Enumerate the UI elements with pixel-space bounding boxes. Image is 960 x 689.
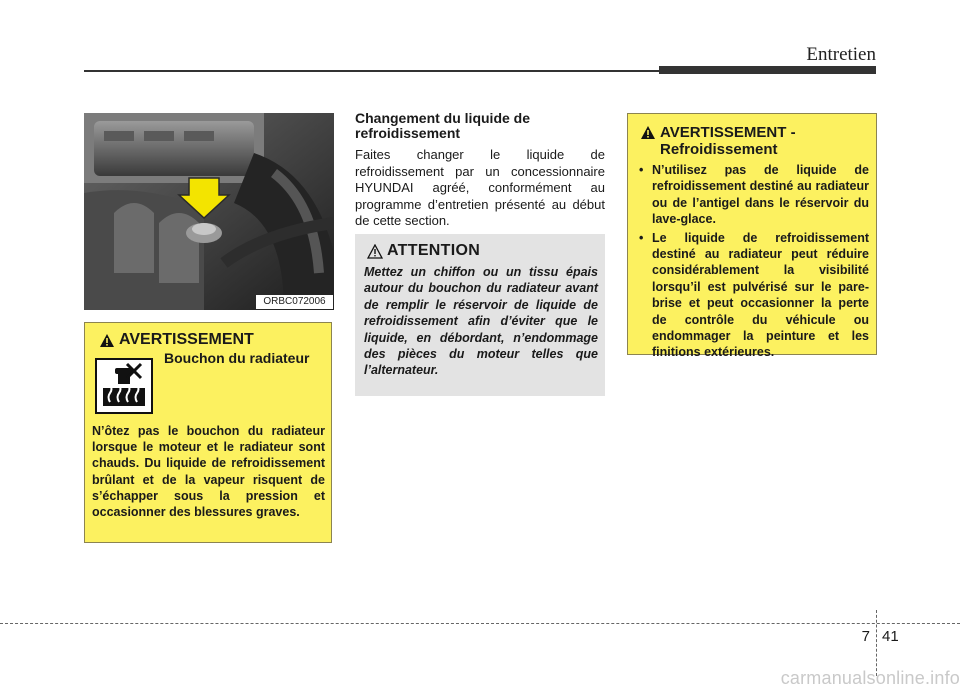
watermark: carmanualsonline.info bbox=[780, 668, 960, 688]
warning-title: AVERTISSEMENT bbox=[119, 331, 254, 348]
footer-divider bbox=[876, 610, 877, 676]
header-rule bbox=[84, 70, 659, 72]
warning-list bbox=[637, 162, 869, 363]
list-item: • N’utilisez pas de liquide de refroidissement destiné au radiateur ou de l’antigel dans le réservoir du lave-glace. bbox=[637, 162, 869, 228]
radiator-cap-hot-icon bbox=[95, 358, 153, 414]
warning-text: N’ôtez pas le bouchon du radiateur lorsque le moteur et le radiateur sont chauds. Du liquide de refroidissement brûlant et de la vapeur risquent de s’échapper sous la pression et occasionner des blessures graves. bbox=[92, 424, 325, 520]
warning-box-coolant bbox=[627, 113, 877, 360]
list-item: • Le liquide de refroidissement destiné au radiateur peut réduire considérablement la visibilité lorsqu’il est pulvérisé sur le pare-brise et peut occasionner la perte de contrôle du véhicule ou endommager la peinture et les finitions extérieures. bbox=[637, 230, 869, 361]
attention-text: Mettez un chiffon ou un tissu épais autour du bouchon du radiateur avant de remplir le réservoir de liquide de refroidissement afin d’éviter que le liquide, en débordant, n’endommage des pièces du moteur telles que l’alternateur. bbox=[364, 265, 598, 378]
attention-heading bbox=[367, 242, 480, 260]
attention-box bbox=[355, 234, 605, 396]
warning-triangle-icon bbox=[99, 333, 115, 348]
photo-caption: ORBC072006 bbox=[256, 295, 333, 309]
section-title: Entretien bbox=[806, 44, 876, 65]
warning-title: AVERTISSEMENT - Refroidissement bbox=[660, 124, 796, 158]
caution-triangle-icon bbox=[367, 244, 383, 259]
footer-rule bbox=[0, 623, 960, 624]
warning-box-radiator-cap bbox=[84, 322, 332, 543]
header-bar bbox=[659, 66, 876, 74]
engine-photo bbox=[84, 113, 334, 310]
warning-heading bbox=[99, 331, 254, 349]
chapter-number: 7 bbox=[861, 628, 870, 645]
engine-illustration bbox=[84, 113, 334, 310]
attention-title: ATTENTION bbox=[387, 242, 481, 259]
page-number: 41 bbox=[882, 628, 899, 645]
warning-subtitle: Bouchon du radiateur bbox=[164, 350, 310, 366]
warning-heading bbox=[640, 124, 830, 158]
section-heading: Changement du liquide de refroidissement bbox=[355, 110, 531, 141]
warning-triangle-icon bbox=[640, 125, 656, 140]
section-body: Faites changer le liquide de refroidissement par un concessionnaire HYUNDAI agréé, conformément au programme d’entretien présenté au début de cette section. bbox=[355, 147, 605, 228]
